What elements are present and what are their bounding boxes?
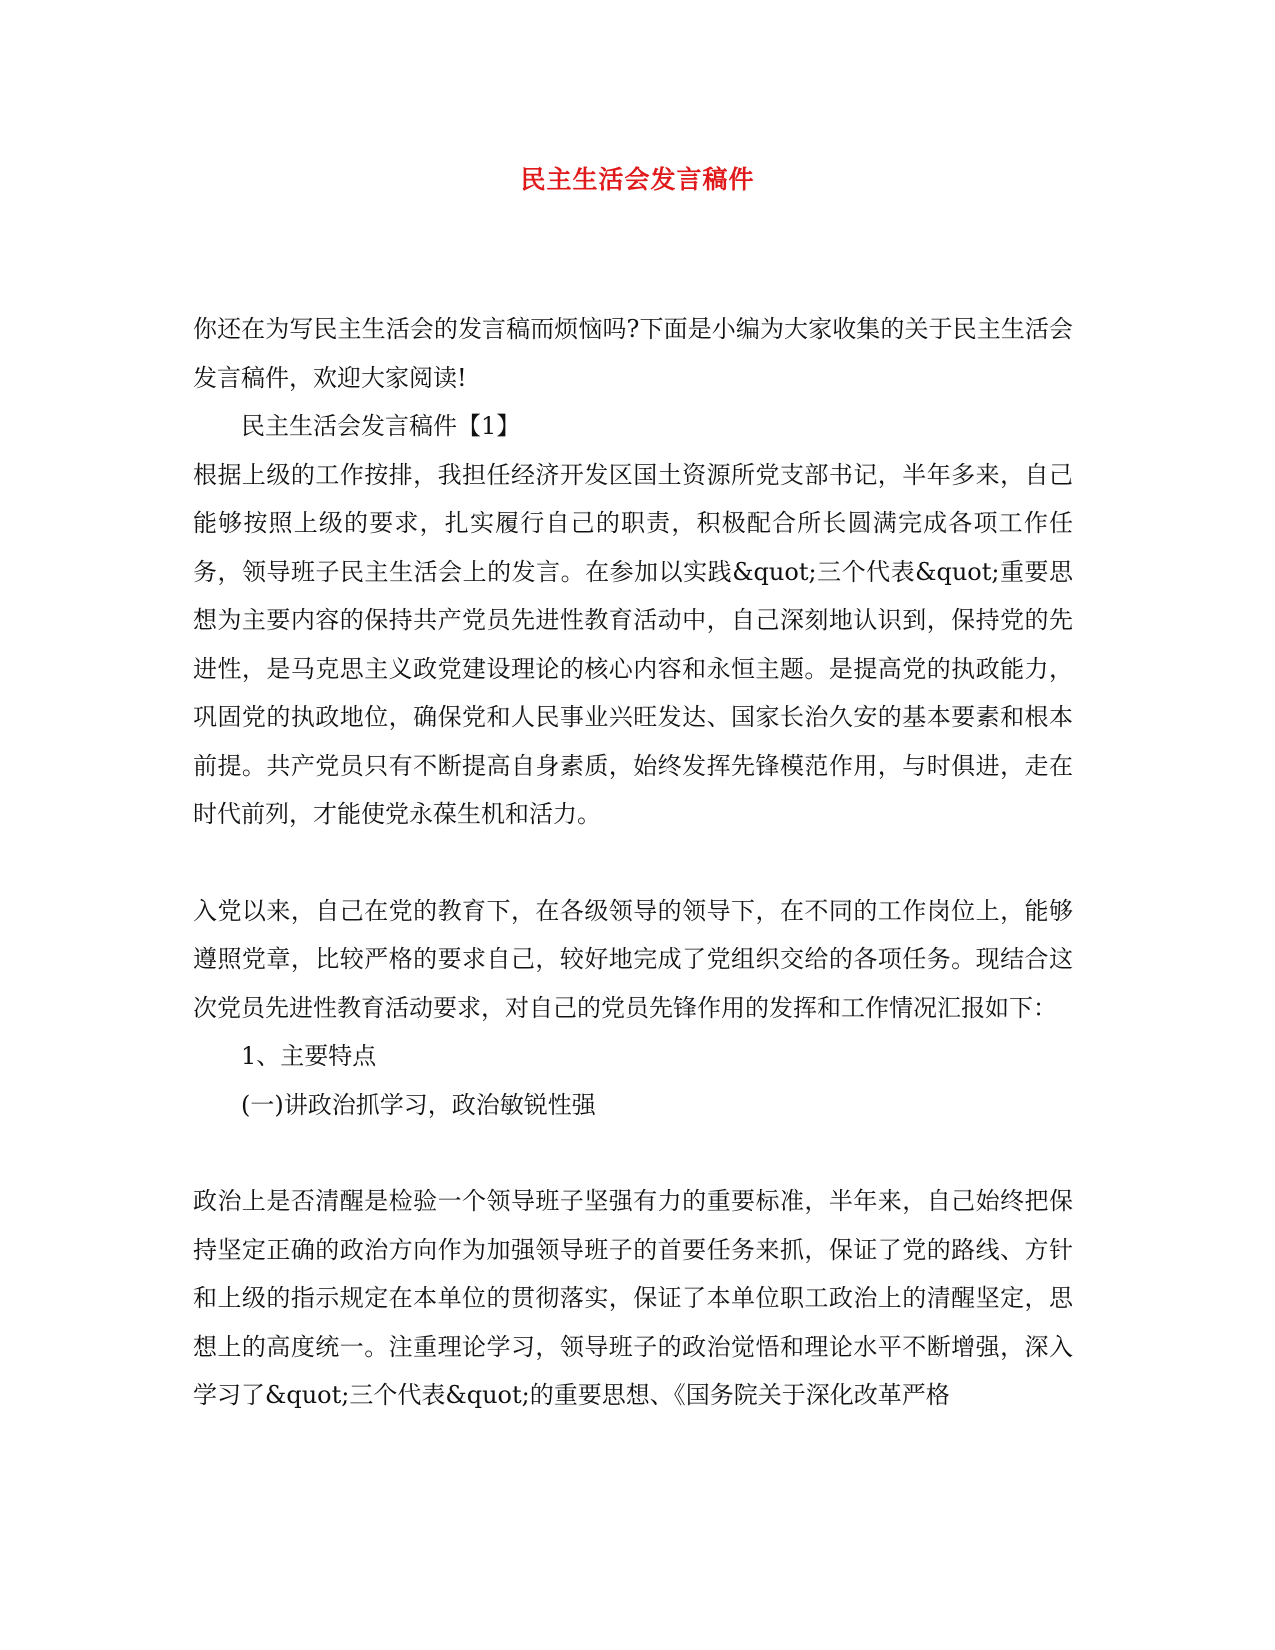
document-title: 民主生活会发言稿件 (520, 165, 755, 194)
subsection-subheading: (一)讲政治抓学习，政治敏锐性强 (241, 1090, 596, 1119)
intro-paragraph: 你还在为写民主生活会的发言稿而烦恼吗?下面是小编为大家收集的关于民主生活会发言稿件，欢迎大家阅读! (193, 315, 1073, 392)
paragraph-gap (193, 1129, 1073, 1177)
body-paragraph-1: 根据上级的工作按排，我担任经济开发区国土资源所党支部书记，半年多来，自己能够按照上级的要求，扎实履行自己的职责，积极配合所长圆满完成各项工作任务，领导班子民主生活会上的发言。在参加以实践&quot;三个代表&quot;重要思想为主要内容的保持共产党员先进性教育活动中，自己深刻地认识到，保持党的先进性，是马克思主义政党建设理论的核心内容和永恒主题。是提高党的执政能力，巩固党的执政地位，确保党和人民事业兴旺发达、国家长治久安的基本要素和根本前提。共产党员只有不断提高自身素质，始终发挥先锋模范作用，与时俱进，走在时代前列，才能使党永葆生机和活力。 (193, 460, 1073, 828)
body-paragraph-2: 入党以来，自己在党的教育下，在各级领导的领导下，在不同的工作岗位上，能够遵照党章，比较严格的要求自己，较好地完成了党组织交给的各项任务。现结合这次党员先进性教育活动要求，对自己的党员先锋作用的发挥和工作情况汇报如下： (193, 896, 1073, 1022)
document-body (193, 305, 1073, 1420)
section-heading: 民主生活会发言稿件【1】 (241, 412, 521, 440)
subsection-heading: 1、主要特点 (241, 1042, 377, 1070)
paragraph-gap (193, 839, 1073, 887)
body-paragraph-3: 政治上是否清醒是检验一个领导班子坚强有力的重要标准，半年来，自己始终把保持坚定正确的政治方向作为加强领导班子的首要任务来抓，保证了党的路线、方针和上级的指示规定在本单位的贯彻落实，保证了本单位职工政治上的清醒坚定，思想上的高度统一。注重理论学习，领导班子的政治觉悟和理论水平不断增强，深入学习了&quot;三个代表&quot;的重要思想、《国务院关于深化改革严格 (193, 1187, 1073, 1409)
